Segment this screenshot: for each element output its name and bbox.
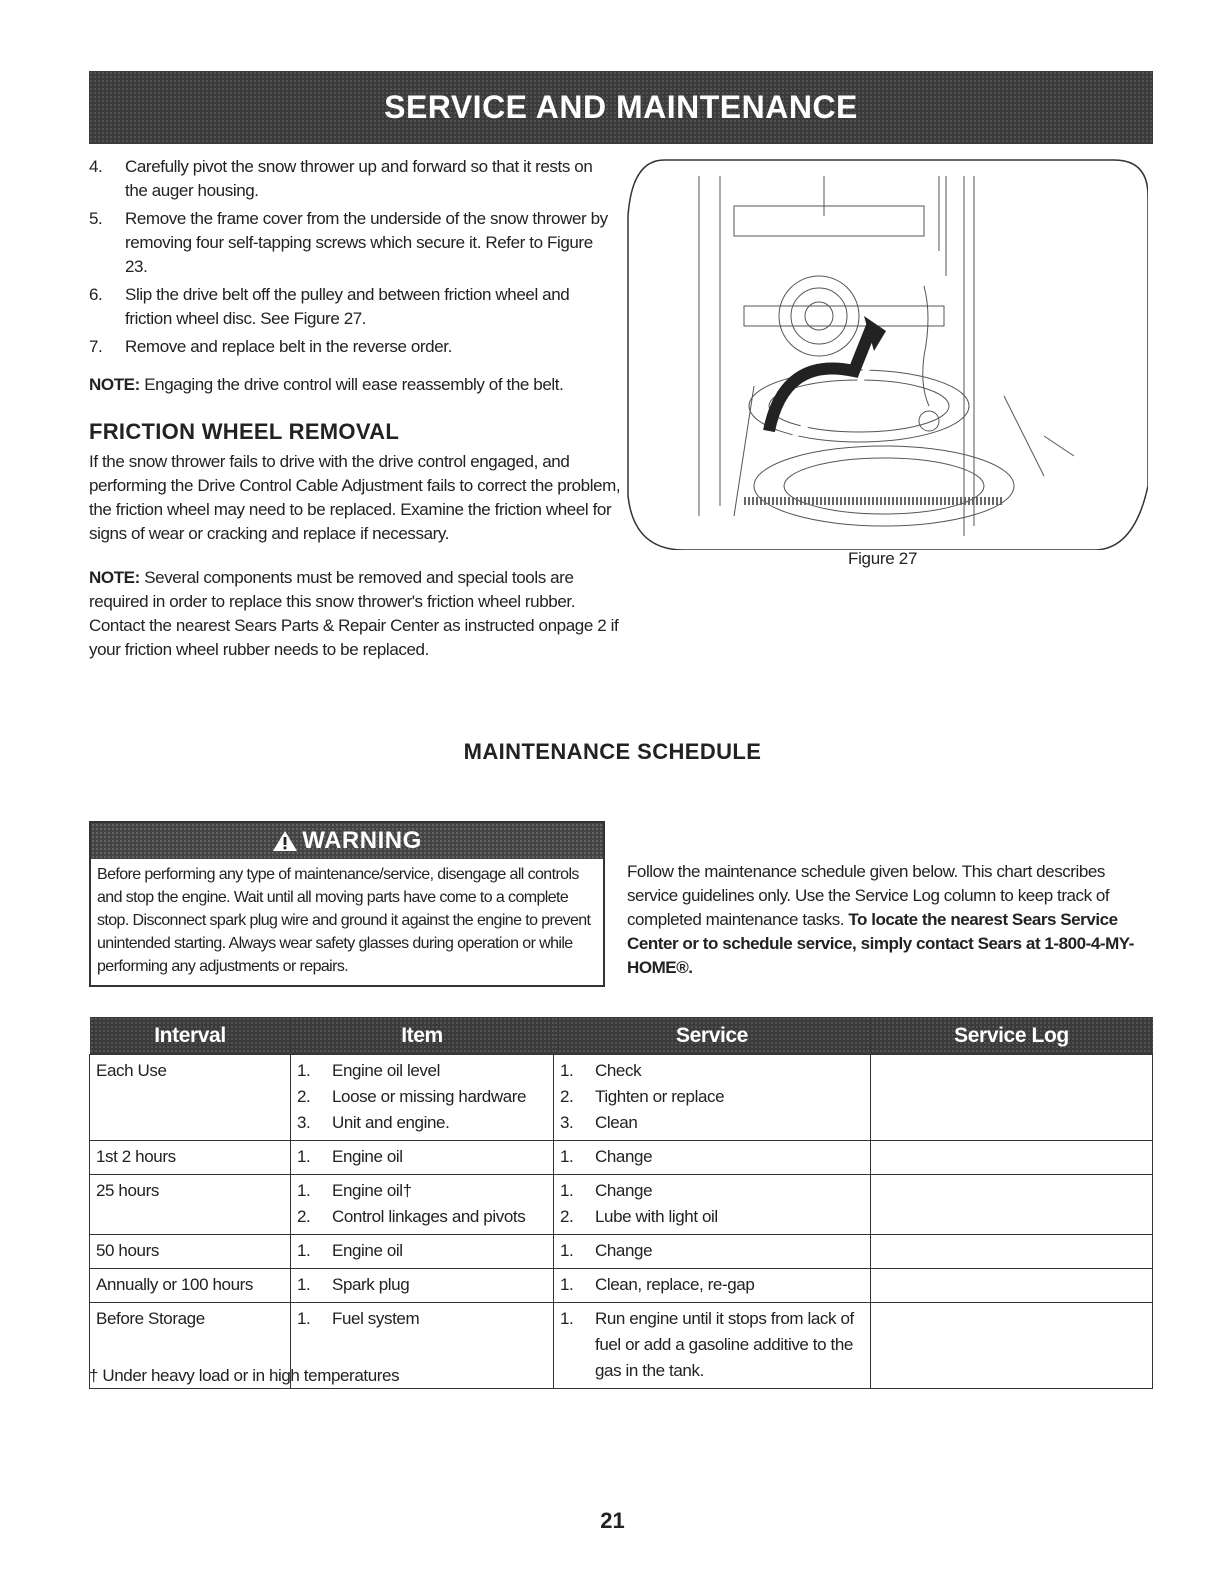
- table-header-row: [90, 1017, 1153, 1055]
- note-text: Engaging the drive control will ease reassembly of the belt.: [139, 375, 564, 394]
- step-item: [89, 283, 619, 331]
- item-entry: [297, 1144, 547, 1170]
- item-number: 1.: [297, 1275, 311, 1294]
- service-text: Change: [595, 1147, 653, 1166]
- item-entry: [297, 1110, 547, 1136]
- column-header-service-log: Service Log: [871, 1017, 1153, 1055]
- item-text: Engine oil level: [332, 1061, 440, 1080]
- interval-cell: 25 hours: [90, 1175, 291, 1235]
- item-cell: [291, 1055, 554, 1141]
- step-number: 6.: [89, 285, 103, 304]
- intro-text: Follow the maintenance schedule given below. This chart describes service guidelines only. Use the Service Log column to keep track of completed maintenance tasks.: [627, 862, 1110, 929]
- service-text: Change: [595, 1241, 653, 1260]
- item-cell: [291, 1141, 554, 1175]
- service-log-cell: [871, 1303, 1153, 1389]
- interval-cell: 1st 2 hours: [90, 1141, 291, 1175]
- section-heading: FRICTION WHEEL REMOVAL: [89, 419, 400, 444]
- step-text: Remove and replace belt in the reverse order.: [125, 337, 452, 356]
- schedule-heading: MAINTENANCE SCHEDULE: [463, 739, 762, 764]
- service-text: Check: [595, 1061, 642, 1080]
- item-entry: [297, 1238, 547, 1264]
- service-number: 1.: [560, 1181, 574, 1200]
- item-text: Fuel system: [332, 1309, 420, 1328]
- item-cell: [291, 1175, 554, 1235]
- note-label: NOTE:: [89, 375, 140, 394]
- item-entry: [297, 1204, 547, 1230]
- service-cell: [554, 1141, 871, 1175]
- item-entry: [297, 1058, 547, 1084]
- item-entry: [297, 1272, 547, 1298]
- service-cell: [554, 1235, 871, 1269]
- service-text: Run engine until it stops from lack of fuel or add a gasoline additive to the gas in the tank.: [595, 1309, 854, 1380]
- service-entry: [560, 1272, 864, 1298]
- interval-cell: 50 hours: [90, 1235, 291, 1269]
- table-row: [90, 1269, 1153, 1303]
- item-entry: [297, 1084, 547, 1110]
- interval-cell: Each Use: [90, 1055, 291, 1141]
- service-entry: [560, 1306, 864, 1384]
- table-row: [90, 1055, 1153, 1141]
- service-number: 1.: [560, 1309, 574, 1328]
- item-number: 1.: [297, 1309, 311, 1328]
- item-number: 3.: [297, 1113, 311, 1132]
- schedule-intro: [627, 860, 1147, 980]
- service-entry: [560, 1204, 864, 1230]
- service-entry: [560, 1110, 864, 1136]
- step-item: [89, 155, 619, 203]
- table-row: [90, 1175, 1153, 1235]
- service-entry: [560, 1144, 864, 1170]
- service-number: 3.: [560, 1113, 574, 1132]
- page-title: SERVICE AND MAINTENANCE: [384, 89, 858, 125]
- step-number: 5.: [89, 209, 103, 228]
- service-entry: [560, 1058, 864, 1084]
- maintenance-table: [89, 1017, 1153, 1389]
- item-number: 2.: [297, 1207, 311, 1226]
- warning-header: [91, 823, 603, 859]
- service-cell: [554, 1055, 871, 1141]
- warning-title: WARNING: [302, 827, 422, 854]
- warning-box: [89, 821, 605, 987]
- service-text: Change: [595, 1181, 653, 1200]
- note-label: NOTE:: [89, 568, 140, 587]
- service-text: Clean, replace, re-gap: [595, 1275, 755, 1294]
- service-number: 1.: [560, 1147, 574, 1166]
- service-log-cell: [871, 1175, 1153, 1235]
- column-header-interval: Interval: [90, 1017, 291, 1055]
- service-text: Tighten or replace: [595, 1087, 725, 1106]
- item-text: Loose or missing hardware: [332, 1087, 527, 1106]
- service-log-cell: [871, 1235, 1153, 1269]
- item-text: Unit and engine.: [332, 1113, 450, 1132]
- item-number: 1.: [297, 1147, 311, 1166]
- service-number: 1.: [560, 1061, 574, 1080]
- table-row: [90, 1235, 1153, 1269]
- friction-paragraph: If the snow thrower fails to drive with the drive control engaged, and performing the Drive Control Cable Adjustment fails to correct the problem, the friction wheel may need to be replaced. Examine the friction wheel for signs of wear or cracking and replace if necessary.: [89, 452, 621, 543]
- service-log-cell: [871, 1055, 1153, 1141]
- figure-caption: Figure 27: [848, 549, 918, 568]
- table-row: [90, 1141, 1153, 1175]
- figure-27-illustration: [624, 156, 1148, 550]
- interval-cell: Before Storage: [90, 1303, 291, 1389]
- warning-text: Before performing any type of maintenance/service, disengage all controls and stop the engine. Wait until all moving parts have come to a complete stop. Disconnect spark plug wire and ground it against the engine to prevent unintended starting. Always wear safety glasses during operation or while performing any adjustments or repairs.: [97, 866, 591, 975]
- service-number: 1.: [560, 1275, 574, 1294]
- page-banner: [89, 71, 1153, 144]
- service-text: Clean: [595, 1113, 638, 1132]
- step-item: [89, 335, 619, 359]
- step-item: [89, 207, 619, 279]
- note-text: Several components must be removed and special tools are required in order to replace this snow thrower's friction wheel rubber. Contact the nearest Sears Parts & Repair Center as instructed onpage 2 if your friction wheel rubber needs to be replaced.: [89, 568, 619, 659]
- intro-contact-text: To locate the nearest Sears Service Center or to schedule service, simply contact Sears at 1-800-4-MY-HOME®.: [627, 910, 1134, 977]
- warning-triangle-icon: [272, 830, 298, 852]
- removal-steps: [89, 155, 619, 363]
- service-entry: [560, 1178, 864, 1204]
- item-text: Control linkages and pivots: [332, 1207, 526, 1226]
- item-number: 1.: [297, 1181, 311, 1200]
- item-cell: [291, 1235, 554, 1269]
- service-cell: [554, 1303, 871, 1389]
- item-number: 1.: [297, 1241, 311, 1260]
- service-log-cell: [871, 1141, 1153, 1175]
- service-entry: [560, 1238, 864, 1264]
- page-number: 21: [600, 1508, 625, 1533]
- interval-cell: Annually or 100 hours: [90, 1269, 291, 1303]
- service-number: 1.: [560, 1241, 574, 1260]
- step-text: Carefully pivot the snow thrower up and forward so that it rests on the auger housing.: [125, 157, 593, 200]
- service-cell: [554, 1269, 871, 1303]
- note-friction: [89, 566, 629, 662]
- service-cell: [554, 1175, 871, 1235]
- item-text: Spark plug: [332, 1275, 410, 1294]
- service-text: Lube with light oil: [595, 1207, 718, 1226]
- item-number: 1.: [297, 1061, 311, 1080]
- note-belt: [89, 373, 629, 397]
- step-text: Slip the drive belt off the pulley and between friction wheel and friction wheel disc. See Figure 27.: [125, 285, 570, 328]
- service-entry: [560, 1084, 864, 1110]
- item-number: 2.: [297, 1087, 311, 1106]
- step-text: Remove the frame cover from the underside of the snow thrower by removing four self-tapping screws which secure it. Refer to Figure 23.: [125, 209, 608, 276]
- item-entry: [297, 1306, 547, 1332]
- item-text: Engine oil: [332, 1241, 403, 1260]
- column-header-item: Item: [291, 1017, 554, 1055]
- service-number: 2.: [560, 1087, 574, 1106]
- step-number: 7.: [89, 337, 103, 356]
- service-log-cell: [871, 1269, 1153, 1303]
- item-cell: [291, 1269, 554, 1303]
- item-text: Engine oil: [332, 1147, 403, 1166]
- item-text: Engine oil†: [332, 1181, 412, 1200]
- service-number: 2.: [560, 1207, 574, 1226]
- step-number: 4.: [89, 157, 103, 176]
- footnote: † Under heavy load or in high temperatures: [89, 1366, 400, 1385]
- item-entry: [297, 1178, 547, 1204]
- column-header-service: Service: [554, 1017, 871, 1055]
